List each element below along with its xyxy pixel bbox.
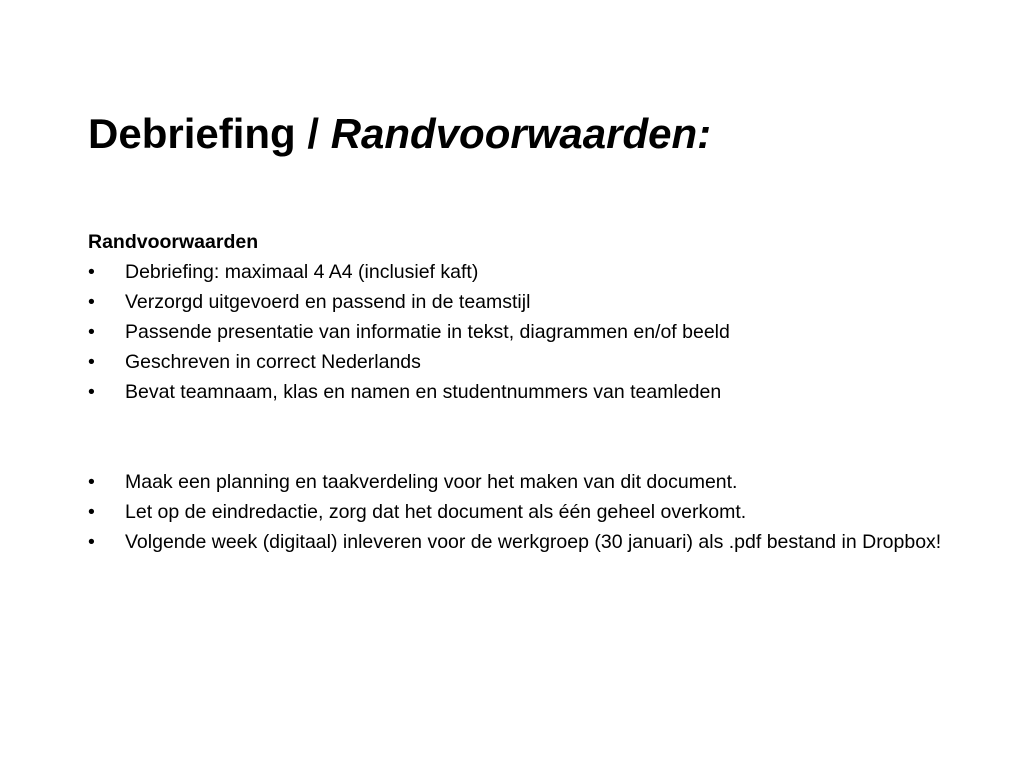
bullet-icon: • [88,321,95,343]
list-item [88,377,948,407]
list-item-text: Geschreven in correct Nederlands [125,351,421,373]
list-item [88,347,948,377]
list-item [88,287,948,317]
instructions-list [88,467,948,554]
list-item-text: Debriefing: maximaal 4 A4 (inclusief kaft) [125,261,479,283]
slide-title-italic: Randvoorwaarden: [330,110,712,157]
slide-content [88,227,948,554]
list-item [88,317,948,347]
spacer [88,407,948,467]
list-item [88,467,948,497]
bullet-icon: • [88,501,95,523]
bullet-icon: • [88,261,95,283]
section-heading: Randvoorwaarden [88,231,259,253]
list-item-text: Let op de eindredactie, zorg dat het document als één geheel overkomt. [125,501,747,523]
slide-title-main: Debriefing / [88,110,331,157]
list-item-text: Bevat teamnaam, klas en namen en studentnummers van teamleden [125,381,722,403]
list-item-text: Passende presentatie van informatie in tekst, diagrammen en/of beeld [125,321,730,343]
bullet-icon: • [88,381,95,403]
bullet-icon: • [88,471,95,493]
list-item [88,257,948,287]
bullet-icon: • [88,351,95,373]
slide-title [88,107,711,161]
list-item [88,527,948,554]
list-item [88,497,948,527]
requirements-list [88,257,948,407]
list-item-text: Volgende week (digitaal) inleveren voor de werkgroep (30 januari) als .pdf bestand in Dropbox! [125,531,942,553]
bullet-icon: • [88,291,95,313]
list-item-text: Verzorgd uitgevoerd en passend in de teamstijl [125,291,531,313]
bullet-icon: • [88,531,95,553]
list-item-text: Maak een planning en taakverdeling voor het maken van dit document. [125,471,738,493]
